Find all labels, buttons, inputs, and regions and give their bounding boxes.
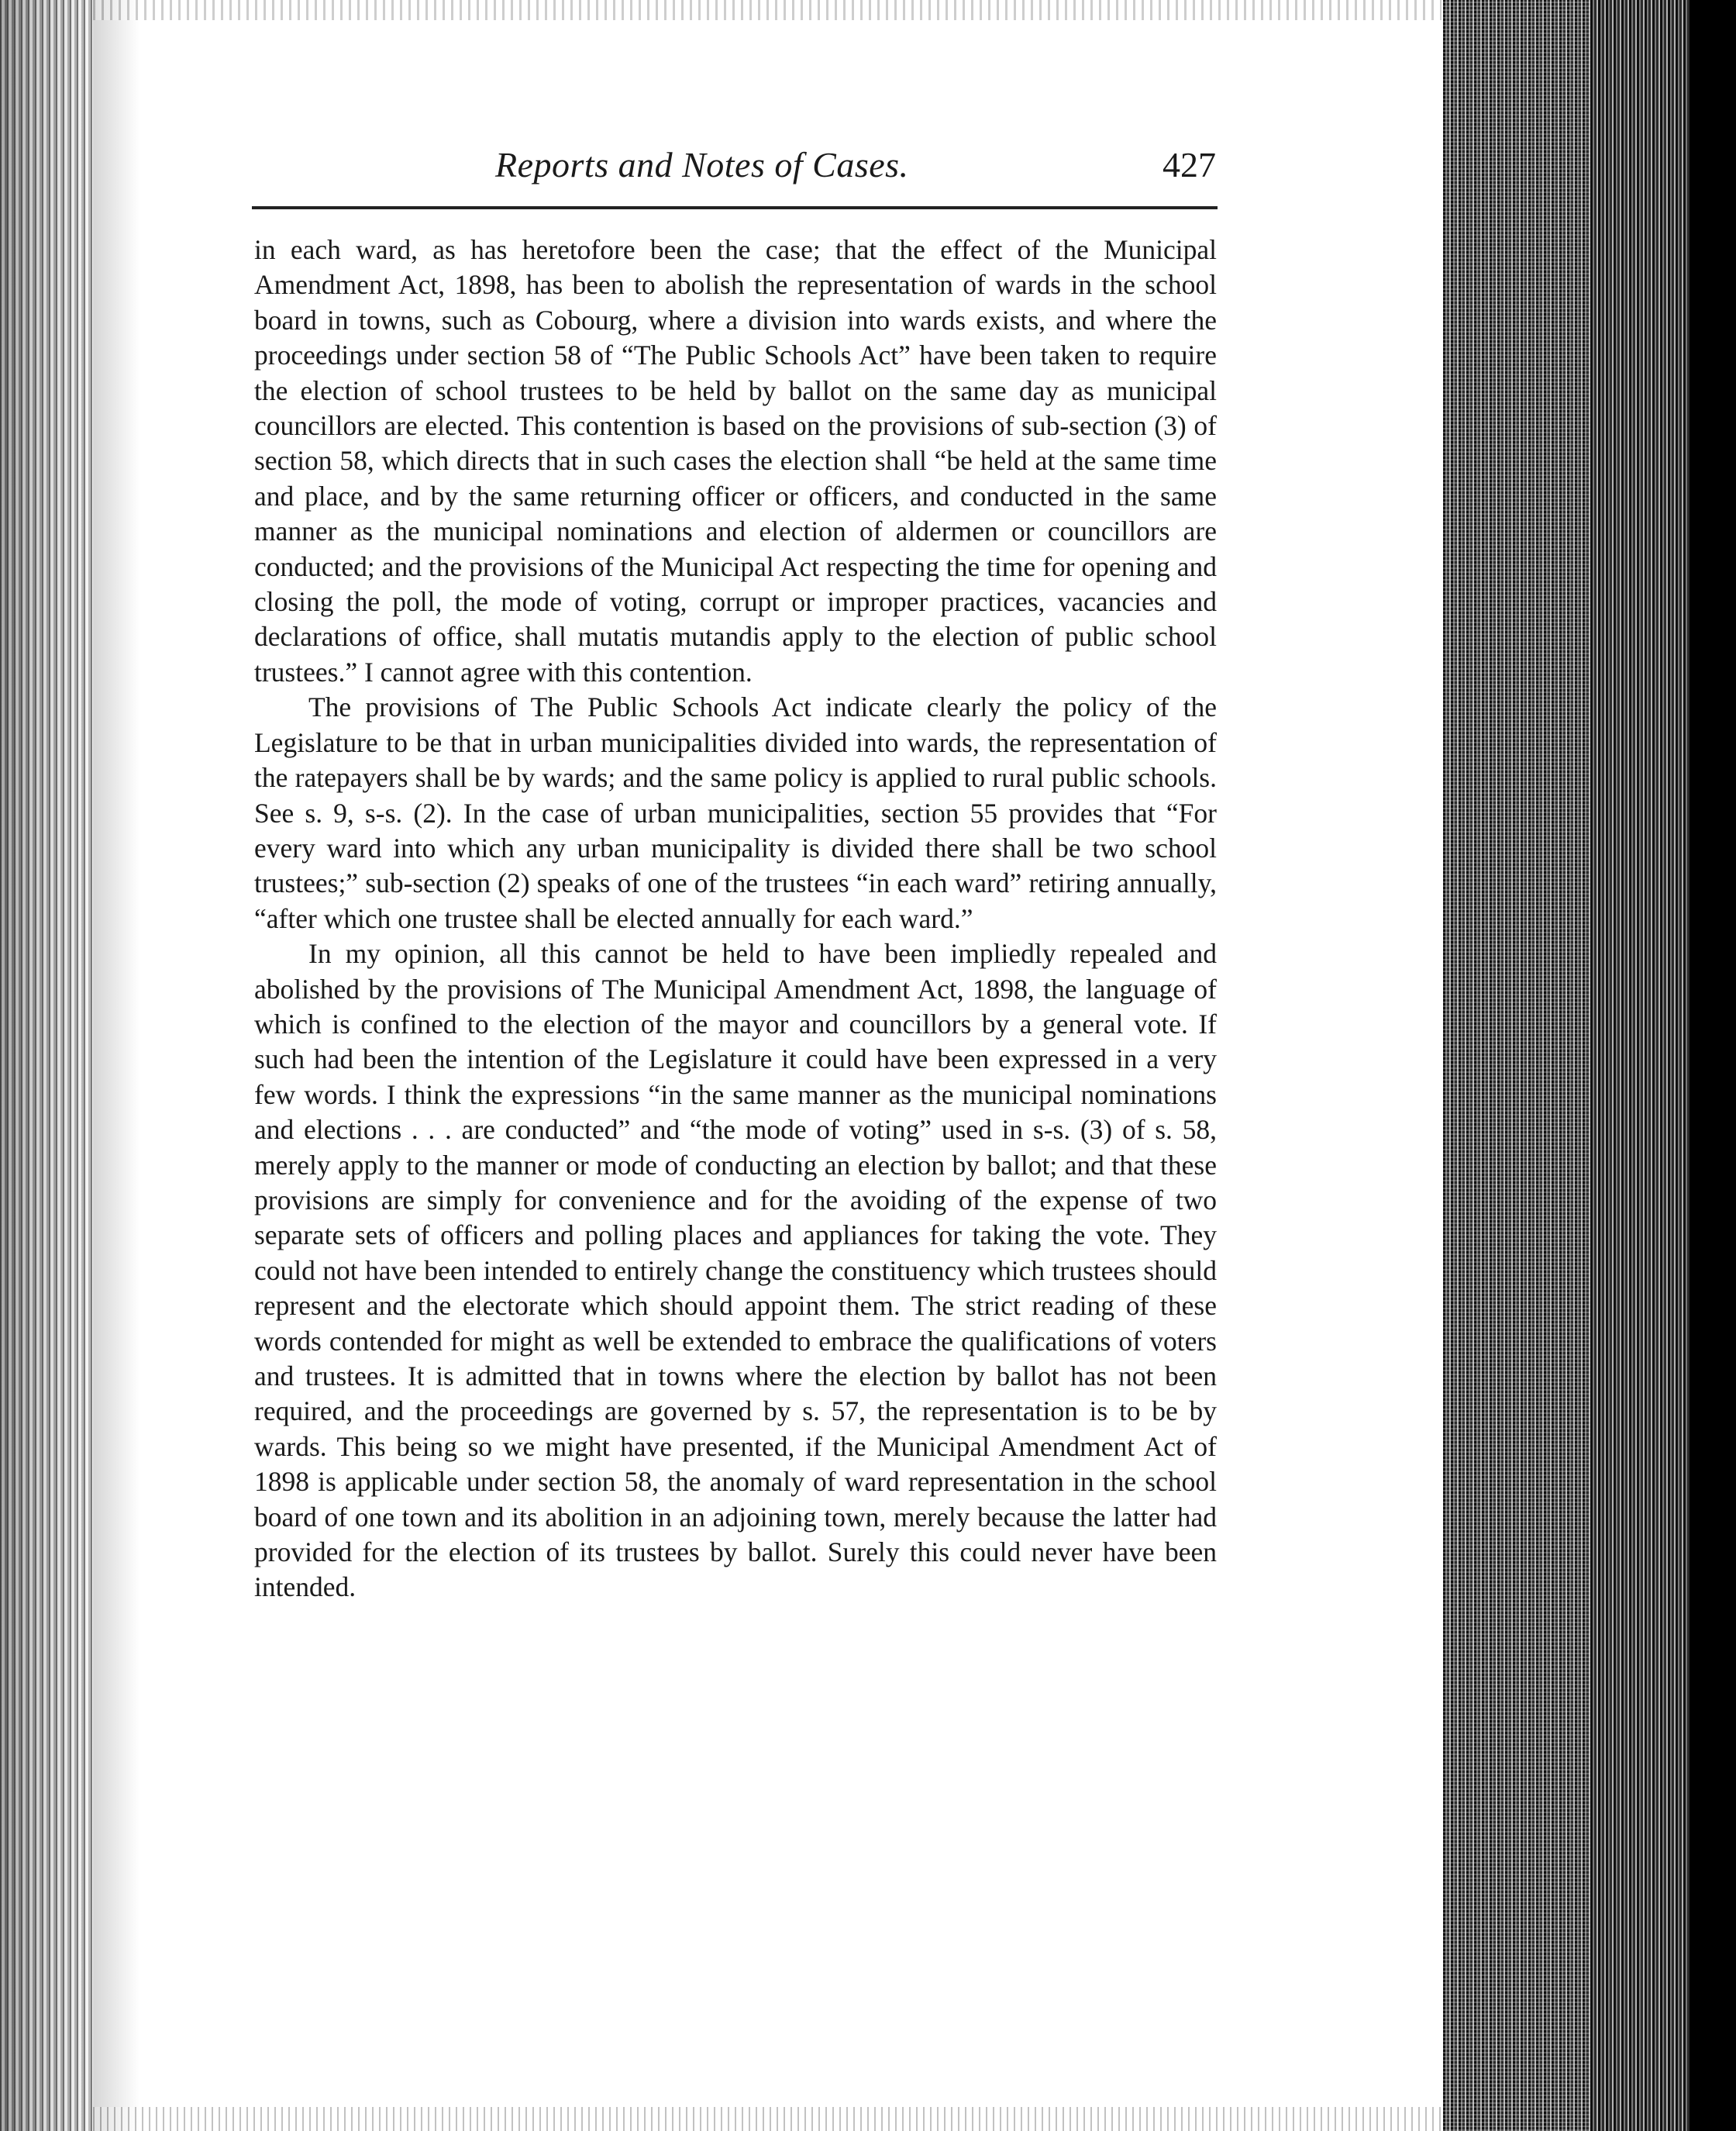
scan-left-shadow (93, 0, 140, 2131)
scan-top-edge (93, 0, 1442, 20)
page-number: 427 (1162, 145, 1216, 184)
running-head: Reports and Notes of Cases. (495, 145, 909, 184)
scan-bottom-edge (93, 2107, 1442, 2131)
page-header (255, 141, 1216, 195)
body-text (254, 233, 1217, 1605)
paragraph-1: in each ward, as has heretofore been the case; that the effect of the Municipal Amendment Act, 1898, has been to abolish the representation of wards in the school board in towns, such as Cobourg, where a division into wards exists, and where the proceedings under section 58 of “The Public Schools Act” have been taken to require the election of school trustees to be held by ballot on the same day as municipal councillors are elected. This contention is based on the provisions of sub-section (3) of section 58, which directs that in such cases the election shall “be held at the same time and place, and by the same returning officer or officers, and conducted in the same manner as the municipal nominations and election of aldermen or councillors are conducted; and the provisions of the Municipal Act respecting the time for opening and closing the poll, the mode of voting, corrupt or improper practices, vacancies and declarations of office, shall mutatis mutandis apply to the election of public school trustees.” I cannot agree with this contention. (254, 234, 1217, 688)
scan-right-border (1690, 0, 1736, 2131)
scan-right-page-stack-noise (1443, 0, 1590, 2131)
paragraph-2: The provisions of The Public Schools Act indicate clearly the policy of the Legislature to be that in urban municipalities divided into wards, the representation of the ratepayers shall be by wards; and the same policy is applied to rural public schools. See s. 9, s-s. (2). In the case of urban municipalities, section 55 provides that “For every ward into which any urban municipality is divided there shall be two school trustees;” sub-section (2) speaks of one of the trustees “in each ward” retiring annually, “after which one trustee shall be elected annually for each ward.” (254, 691, 1217, 934)
scan-left-edge (0, 0, 93, 2131)
paragraph-3: In my opinion, all this cannot be held to have been impliedly repealed and abolished by the provisions of The Municipal Amendment Act, 1898, the language of which is confined to the election of the mayor and councillors by a general vote. If such had been the intention of the Legislature it could have been expressed in a very few words. I think the expressions “in the same manner as the municipal nominations and elections . . . are conducted” and “the mode of voting” used in s-s. (3) of s. 58, merely apply to the manner or mode of conducting an election by ballot; and that these provisions are simply for convenience and for the avoiding of the expense of two separate sets of officers and polling places and appliances for taking the vote. They could not have been intended to entirely change the constituency which trustees should represent and the electorate which should appoint them. The strict reading of these words contended for might as well be extended to embrace the qualifications of voters and trustees. It is admitted that in towns where the election by ballot has not been required, and the proceedings are governed by s. 57, the representation is to be by wards. This being so we might have presented, if the Municipal Amendment Act of 1898 is applicable under section 58, the anomaly of ward representation in the school board of one town and its abolition in an adjoining town, merely because the latter had provided for the election of its trustees by ballot. Surely this could never have been intended. (254, 938, 1217, 1603)
header-rule (252, 206, 1218, 209)
